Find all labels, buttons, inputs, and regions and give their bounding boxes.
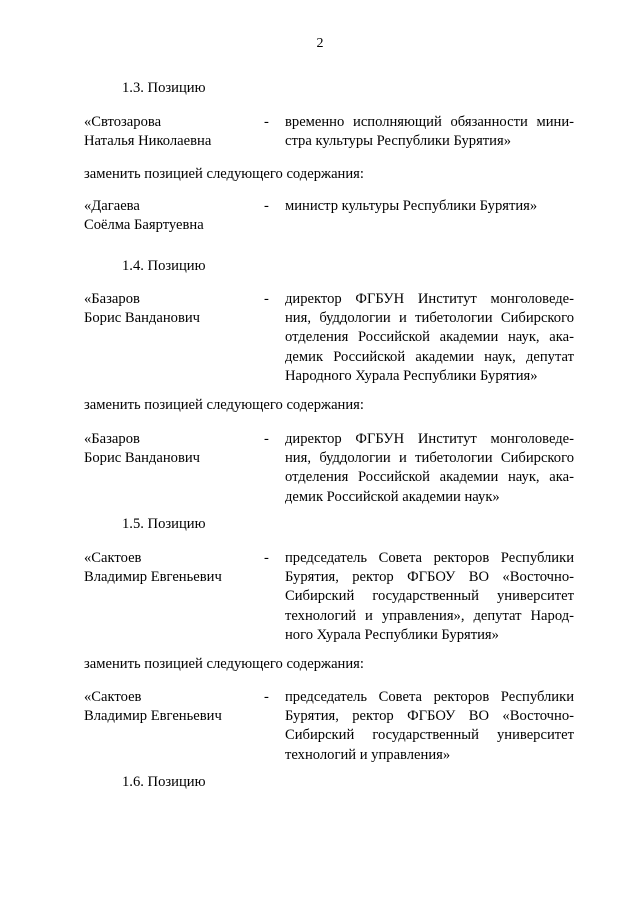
dash-separator: - (264, 198, 269, 214)
page-number: 2 (316, 36, 324, 51)
desc-line: директор ФГБУН Институт монголоведе- (285, 291, 574, 307)
desc-line: ния, буддологии и тибетологии Сибирского (285, 310, 574, 327)
desc-line: Бурятия, ректор ФГБОУ ВО «Восточно- (285, 569, 574, 586)
desc-line: технологий и управления» (285, 746, 451, 763)
position-description (285, 688, 574, 765)
name-line: Соёлма Баяртуевна (84, 217, 204, 234)
dash-separator: - (264, 550, 269, 566)
name-line: «Сактоев (84, 689, 142, 705)
name-line: Борис Ванданович (84, 450, 200, 467)
name-line: «Базаров (84, 431, 140, 447)
name-line: Владимир Евгеньевич (84, 708, 222, 725)
position-description (285, 430, 574, 507)
desc-line: Бурятия, ректор ФГБОУ ВО «Восточно- (285, 708, 574, 725)
name-line: «Сактоев (84, 550, 142, 566)
person-name (84, 430, 254, 468)
dash-separator: - (264, 431, 269, 447)
person-name (84, 197, 254, 235)
section-heading-1-4: 1.4. Позицию (122, 258, 206, 274)
desc-line: временно исполняющий обязанности мини- (285, 114, 574, 130)
person-name (84, 290, 254, 328)
desc-line: председатель Совета ректоров Республики (285, 550, 574, 566)
name-line: «Базаров (84, 291, 140, 307)
desc-line: Сибирский государственный университет (285, 727, 574, 744)
replace-instruction: заменить позицией следующего содержания: (84, 656, 364, 672)
name-line: «Дагаева (84, 198, 140, 214)
position-description (285, 197, 574, 216)
position-description (285, 549, 574, 645)
name-line: Наталья Николаевна (84, 133, 212, 150)
replace-instruction: заменить позицией следующего содержания: (84, 397, 364, 413)
desc-line: демик Российской академии наук» (285, 488, 500, 505)
desc-line: министр культуры Республики Бурятия» (285, 198, 538, 214)
name-line: Владимир Евгеньевич (84, 569, 222, 586)
person-name (84, 113, 254, 151)
desc-line: ния, буддологии и тибетологии Сибирского (285, 450, 574, 467)
person-name (84, 688, 254, 726)
name-line: «Свтозарова (84, 114, 162, 130)
desc-line: Народного Хурала Республики Бурятия» (285, 367, 538, 384)
section-heading-1-3: 1.3. Позицию (122, 80, 206, 96)
dash-separator: - (264, 291, 269, 307)
section-heading-1-5: 1.5. Позицию (122, 516, 206, 532)
person-name (84, 549, 254, 587)
position-description (285, 290, 574, 386)
position-description (285, 113, 574, 151)
name-line: Борис Ванданович (84, 310, 200, 327)
dash-separator: - (264, 114, 269, 130)
replace-instruction: заменить позицией следующего содержания: (84, 166, 364, 182)
desc-line: отделения Российской академии наук, ака- (285, 469, 574, 486)
desc-line: отделения Российской академии наук, ака- (285, 329, 574, 346)
desc-line: председатель Совета ректоров Республики (285, 689, 574, 705)
dash-separator: - (264, 689, 269, 705)
desc-line: Сибирский государственный университет (285, 588, 574, 605)
desc-line: демик Российской академии наук, депутат (285, 348, 574, 365)
section-heading-1-6: 1.6. Позицию (122, 774, 206, 790)
desc-line: директор ФГБУН Институт монголоведе- (285, 431, 574, 447)
desc-line: технологий и управления», депутат Народ- (285, 607, 574, 624)
desc-line: ного Хурала Республики Бурятия» (285, 626, 499, 643)
desc-line: стра культуры Республики Бурятия» (285, 133, 511, 150)
